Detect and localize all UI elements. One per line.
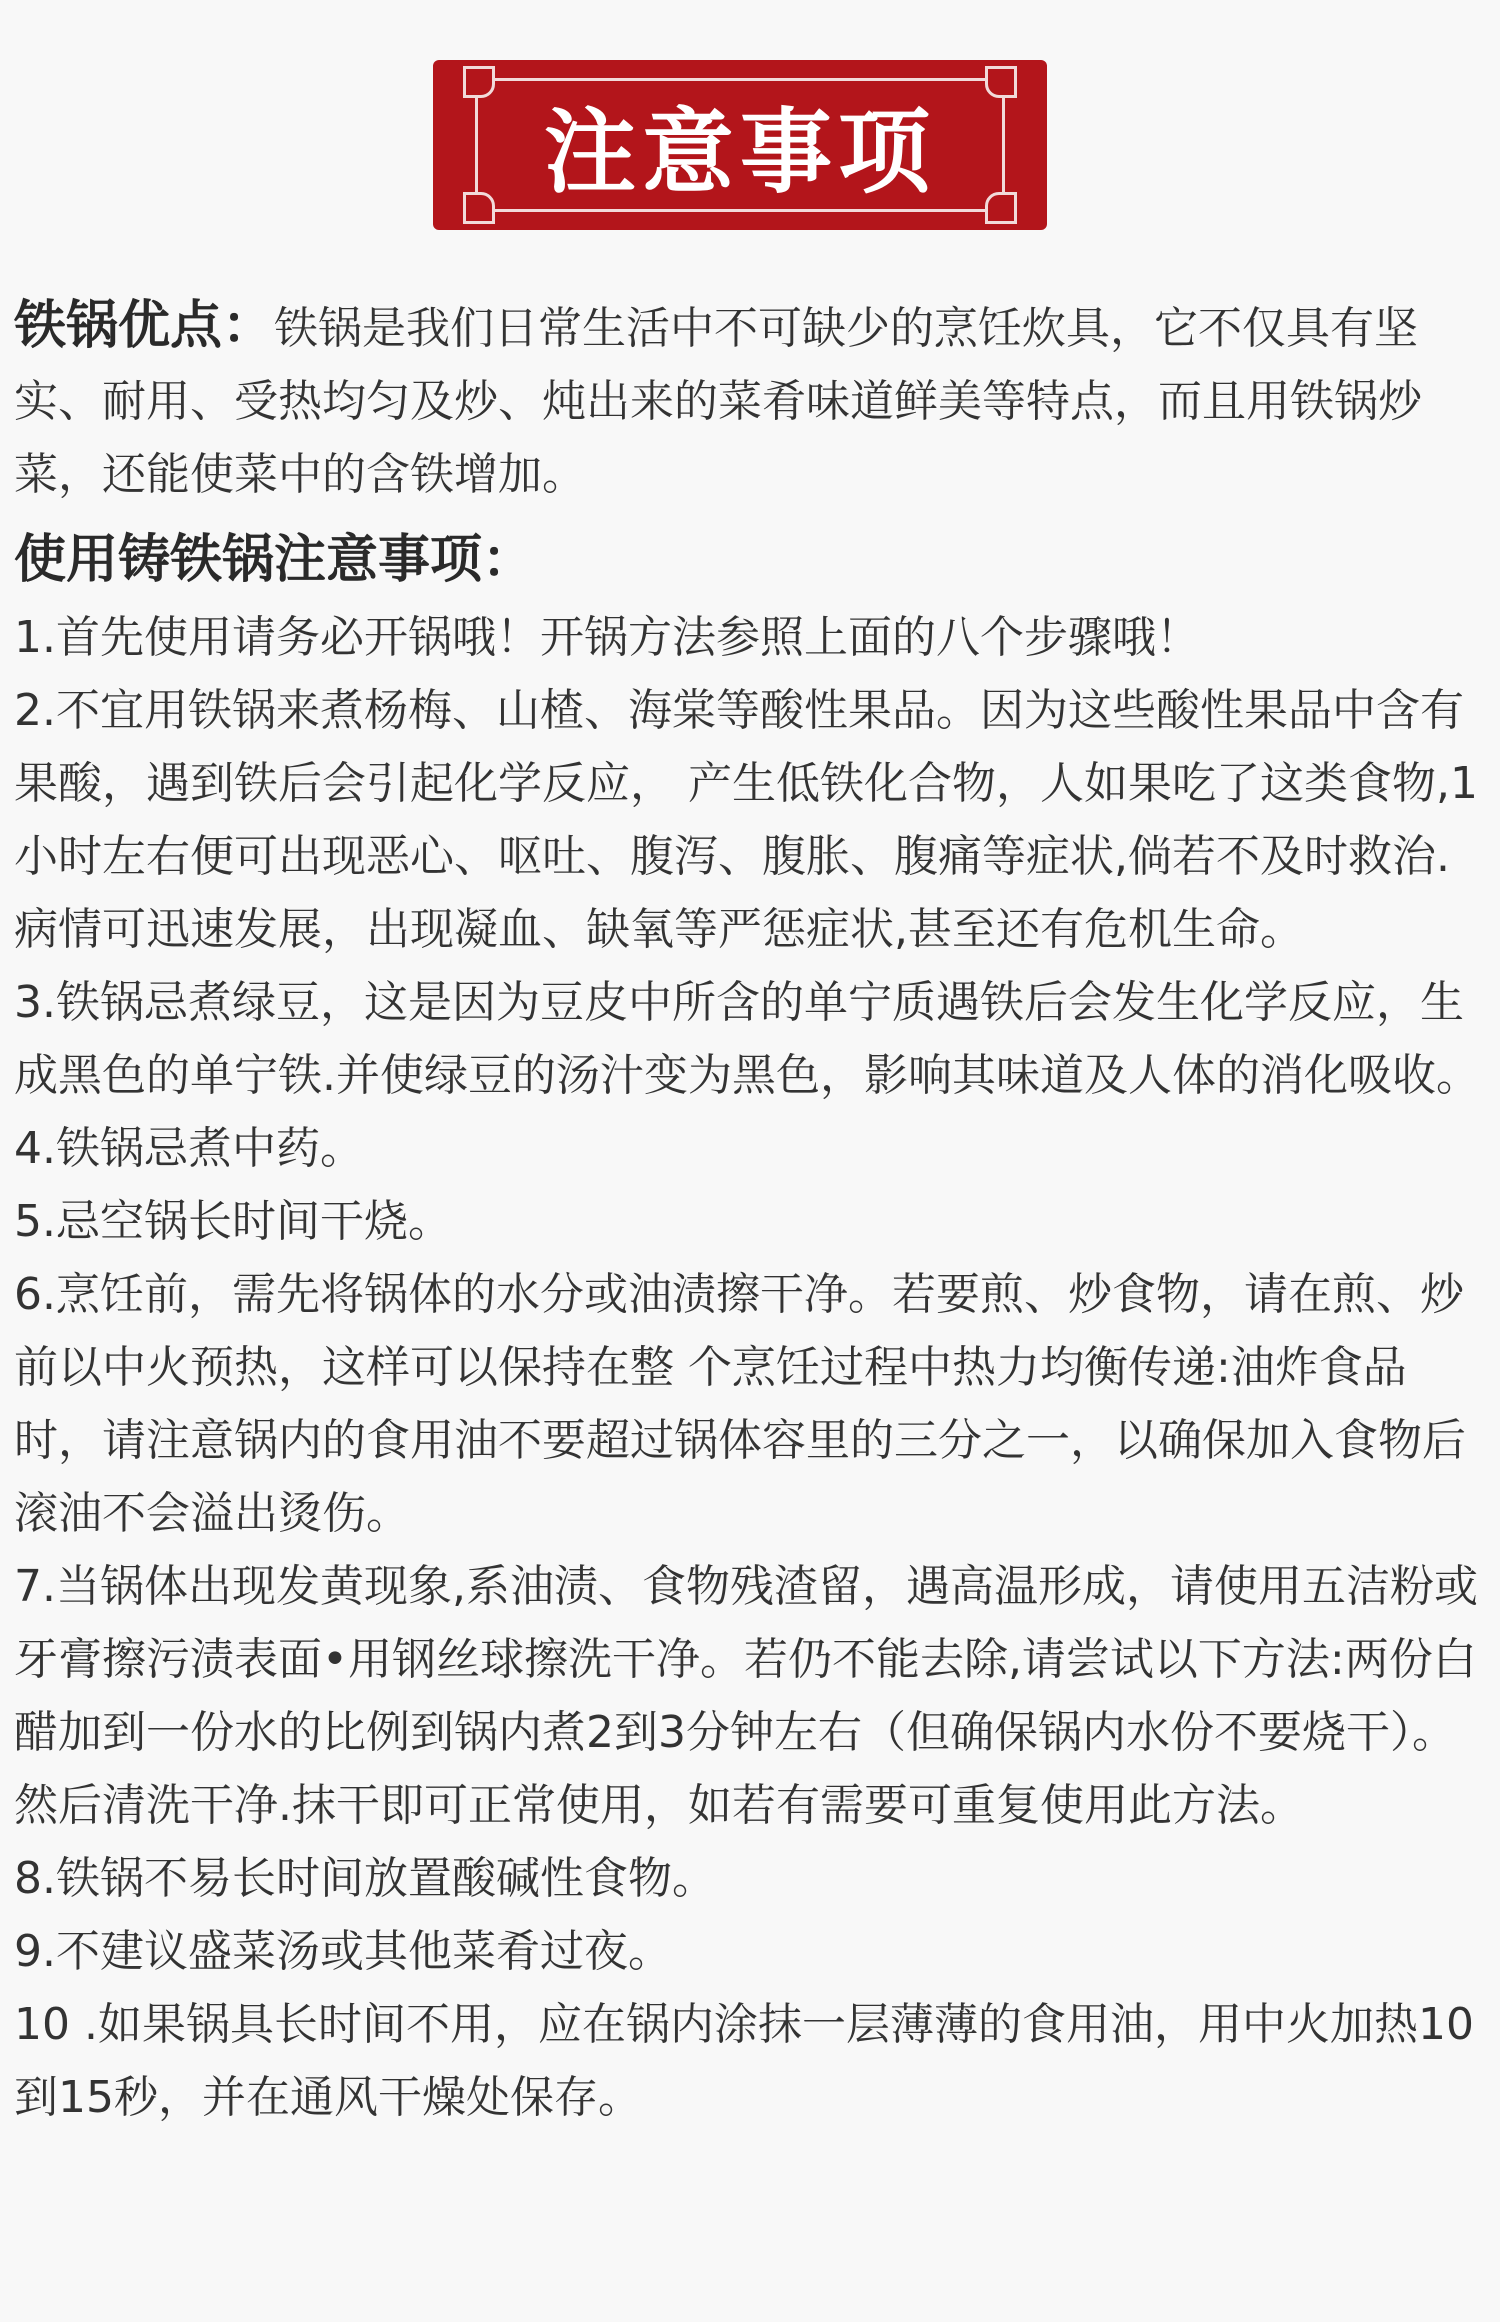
- note-item: 4.铁锅忌煮中药。: [14, 1123, 364, 1174]
- notes-heading: 使用铸铁锅注意事项：: [14, 530, 535, 590]
- intro-label: 铁锅优点：: [14, 296, 275, 356]
- content-area: [14, 290, 1486, 2134]
- banner-title: 注意事项: [543, 98, 936, 206]
- note-item: 8.铁锅不易长时间放置酸碱性食物。: [14, 1853, 716, 1904]
- note-item: 2.不宜用铁锅来煮杨梅、山楂、海棠等酸性果品。因为这些酸性果品中含有果酸，遇到铁后会引起化学反应， 产生低铁化合物，人如果吃了这类食物,1小时左右便可出现恶心、呕吐、腹泻、腹胀、腹痛等症状,倘若不及时救治.病情可迅速发展，出现凝血、缺氧等严惩症状,甚至还有危机生命。: [14, 685, 1478, 955]
- note-item: 6.烹饪前，需先将锅体的水分或油渍擦干净。若要煎、炒食物，请在煎、炒前以中火预热，这样可以保持在整 个烹饪过程中热力均衡传递:油炸食品时，请注意锅内的食用油不要超过锅体容里的三分之一，以确保加入食物后滚油不会溢出烫伤。: [14, 1269, 1466, 1539]
- intro-text: 铁锅是我们日常生活中不可缺少的烹饪炊具，它不仅具有坚实、耐用、受热均匀及炒、炖出来的菜肴味道鲜美等特点，而且用铁锅炒菜，还能使菜中的含铁增加。: [14, 303, 1422, 500]
- intro-paragraph: [14, 290, 1486, 511]
- note-item: 1.首先使用请务必开锅哦！开锅方法参照上面的八个步骤哦！: [14, 612, 1200, 663]
- notes-list: [14, 601, 1486, 2134]
- note-item: 9.不建议盛菜汤或其他菜肴过夜。: [14, 1926, 672, 1977]
- title-banner: [433, 60, 1047, 230]
- note-item: 7.当锅体出现发黄现象,系油渍、食物残渣留，遇高温形成，请使用五洁粉或牙膏擦污渍表面•用钢丝球擦洗干净。若仍不能去除,请尝试以下方法:两份白醋加到一份水的比例到锅内煮2到3分钟左右（但确保锅内水份不要烧干）。然后清洗干净.抹干即可正常使用，如若有需要可重复使用此方法。: [14, 1561, 1478, 1831]
- note-item: 5.忌空锅长时间干烧。: [14, 1196, 452, 1247]
- note-item: 10 .如果锅具长时间不用，应在锅内涂抹一层薄薄的食用油，用中火加热10到15秒，并在通风干燥处保存。: [14, 1999, 1474, 2123]
- note-item: 3.铁锅忌煮绿豆，这是因为豆皮中所含的单宁质遇铁后会发生化学反应，生成黑色的单宁铁.并使绿豆的汤汁变为黑色，影响其味道及人体的消化吸收。: [14, 977, 1480, 1101]
